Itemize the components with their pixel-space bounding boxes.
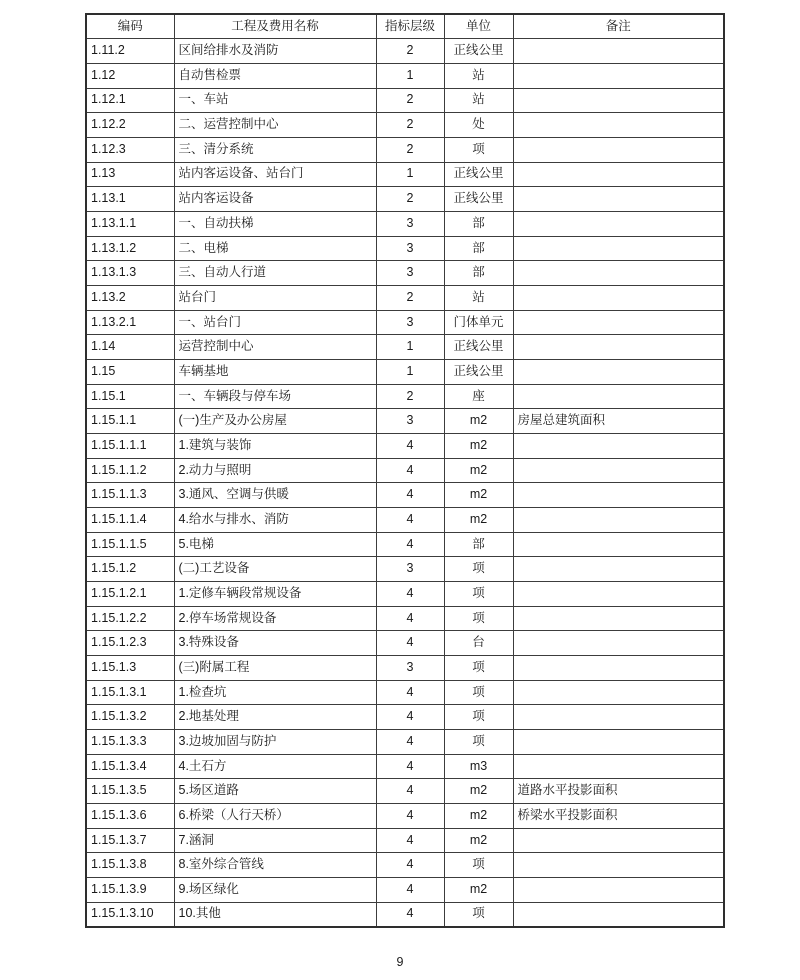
cell-unit: 正线公里 [444, 359, 513, 384]
cell-name: 车辆基地 [174, 359, 376, 384]
cell-unit: m2 [444, 409, 513, 434]
table-row [86, 729, 724, 754]
cell-unit: m3 [444, 754, 513, 779]
table-row [86, 631, 724, 656]
cell-code: 1.15.1.3.7 [86, 828, 174, 853]
cell-note [513, 285, 724, 310]
cell-level: 2 [376, 39, 444, 64]
cell-code: 1.13.1 [86, 187, 174, 212]
cell-name: 4.给水与排水、消防 [174, 507, 376, 532]
cell-name: 3.特殊设备 [174, 631, 376, 656]
cell-note [513, 581, 724, 606]
table-row [86, 63, 724, 88]
cell-code: 1.15.1.2.2 [86, 606, 174, 631]
cell-level: 3 [376, 236, 444, 261]
table-header-row [86, 14, 724, 39]
cell-note [513, 532, 724, 557]
cell-unit: 台 [444, 631, 513, 656]
cell-note [513, 606, 724, 631]
cell-note [513, 113, 724, 138]
cell-level: 4 [376, 631, 444, 656]
cell-level: 4 [376, 729, 444, 754]
cell-note [513, 828, 724, 853]
cell-level: 4 [376, 606, 444, 631]
cell-level: 4 [376, 878, 444, 903]
cell-code: 1.15.1.1 [86, 409, 174, 434]
table-row [86, 754, 724, 779]
column-header-level: 指标层级 [376, 14, 444, 39]
table-row [86, 137, 724, 162]
table-row [86, 39, 724, 64]
cell-code: 1.12.2 [86, 113, 174, 138]
page-number: 9 [396, 955, 404, 969]
cell-level: 4 [376, 483, 444, 508]
cell-unit: 项 [444, 680, 513, 705]
cell-unit: 站 [444, 285, 513, 310]
cell-level: 2 [376, 137, 444, 162]
cell-note [513, 433, 724, 458]
cell-name: 4.土石方 [174, 754, 376, 779]
cell-unit: 项 [444, 729, 513, 754]
cell-note [513, 137, 724, 162]
cell-code: 1.15.1.3.5 [86, 779, 174, 804]
table-row [86, 804, 724, 829]
table-row [86, 483, 724, 508]
cell-note [513, 384, 724, 409]
cell-note [513, 655, 724, 680]
cell-unit: 处 [444, 113, 513, 138]
cell-level: 3 [376, 211, 444, 236]
cell-name: 8.室外综合管线 [174, 853, 376, 878]
cell-level: 4 [376, 828, 444, 853]
indicator-table [85, 13, 725, 928]
cell-level: 4 [376, 902, 444, 927]
cell-name: 区间给排水及消防 [174, 39, 376, 64]
column-header-unit: 单位 [444, 14, 513, 39]
table-row [86, 359, 724, 384]
cell-unit: m2 [444, 878, 513, 903]
table-row [86, 853, 724, 878]
cell-unit: 项 [444, 655, 513, 680]
cell-level: 2 [376, 113, 444, 138]
column-header-name: 工程及费用名称 [174, 14, 376, 39]
cell-name: (三)附属工程 [174, 655, 376, 680]
table-row [86, 433, 724, 458]
table-row [86, 557, 724, 582]
cell-code: 1.15.1.2.1 [86, 581, 174, 606]
cell-note [513, 63, 724, 88]
cell-unit: 项 [444, 853, 513, 878]
cell-unit: 门体单元 [444, 310, 513, 335]
cell-level: 4 [376, 532, 444, 557]
column-header-code: 编码 [86, 14, 174, 39]
cell-name: (二)工艺设备 [174, 557, 376, 582]
cell-unit: 项 [444, 581, 513, 606]
cell-level: 4 [376, 581, 444, 606]
cell-name: 站内客运设备、站台门 [174, 162, 376, 187]
cell-code: 1.15.1.2 [86, 557, 174, 582]
cell-note [513, 88, 724, 113]
cell-level: 2 [376, 285, 444, 310]
cell-note [513, 705, 724, 730]
cell-note [513, 359, 724, 384]
cell-unit: 项 [444, 705, 513, 730]
table-row [86, 310, 724, 335]
cell-unit: 正线公里 [444, 335, 513, 360]
cell-code: 1.15.1.3.3 [86, 729, 174, 754]
cell-code: 1.15.1.1.3 [86, 483, 174, 508]
cell-unit: 项 [444, 137, 513, 162]
cell-name: 二、运营控制中心 [174, 113, 376, 138]
cell-note [513, 507, 724, 532]
cell-unit: 座 [444, 384, 513, 409]
cell-level: 4 [376, 507, 444, 532]
cell-code: 1.15.1 [86, 384, 174, 409]
cell-name: 运营控制中心 [174, 335, 376, 360]
cell-name: 一、自动扶梯 [174, 211, 376, 236]
cell-note [513, 211, 724, 236]
cell-name: 2.停车场常规设备 [174, 606, 376, 631]
cell-unit: m2 [444, 828, 513, 853]
cell-name: 三、自动人行道 [174, 261, 376, 286]
cell-unit: m2 [444, 458, 513, 483]
cell-level: 4 [376, 779, 444, 804]
cell-note [513, 310, 724, 335]
cell-level: 1 [376, 162, 444, 187]
cell-note [513, 754, 724, 779]
cell-unit: 正线公里 [444, 39, 513, 64]
cell-code: 1.15.1.3.8 [86, 853, 174, 878]
cell-name: 自动售检票 [174, 63, 376, 88]
cell-note [513, 483, 724, 508]
cell-note: 桥梁水平投影面积 [513, 804, 724, 829]
cell-note [513, 236, 724, 261]
table-row [86, 507, 724, 532]
table-row [86, 384, 724, 409]
column-header-note: 备注 [513, 14, 724, 39]
cell-level: 3 [376, 655, 444, 680]
table-row [86, 113, 724, 138]
cell-level: 4 [376, 458, 444, 483]
table-row [86, 211, 724, 236]
cell-unit: 部 [444, 532, 513, 557]
cell-unit: 部 [444, 261, 513, 286]
cell-code: 1.13.1.3 [86, 261, 174, 286]
cell-code: 1.14 [86, 335, 174, 360]
table-row [86, 606, 724, 631]
cell-note [513, 39, 724, 64]
cell-code: 1.13.1.1 [86, 211, 174, 236]
cell-note [513, 261, 724, 286]
cell-name: 1.定修车辆段常规设备 [174, 581, 376, 606]
cell-name: 1.检查坑 [174, 680, 376, 705]
cell-code: 1.11.2 [86, 39, 174, 64]
cell-unit: m2 [444, 433, 513, 458]
cell-unit: 部 [444, 211, 513, 236]
cell-unit: m2 [444, 804, 513, 829]
cell-level: 2 [376, 187, 444, 212]
table-row [86, 779, 724, 804]
cell-level: 3 [376, 409, 444, 434]
cell-code: 1.15.1.1.4 [86, 507, 174, 532]
cell-code: 1.15.1.1.1 [86, 433, 174, 458]
cell-name: 一、车辆段与停车场 [174, 384, 376, 409]
cell-level: 2 [376, 384, 444, 409]
cell-unit: 站 [444, 88, 513, 113]
cell-name: 2.地基处理 [174, 705, 376, 730]
cell-level: 1 [376, 63, 444, 88]
table-row [86, 187, 724, 212]
cell-code: 1.12 [86, 63, 174, 88]
cell-name: 站台门 [174, 285, 376, 310]
table-row [86, 162, 724, 187]
cell-code: 1.15.1.3.4 [86, 754, 174, 779]
table-row [86, 581, 724, 606]
cell-note [513, 162, 724, 187]
table-row [86, 532, 724, 557]
cell-note [513, 853, 724, 878]
cell-unit: m2 [444, 483, 513, 508]
table-row [86, 458, 724, 483]
table-row [86, 878, 724, 903]
table-row [86, 655, 724, 680]
cell-unit: 站 [444, 63, 513, 88]
cell-code: 1.15.1.3.10 [86, 902, 174, 927]
cell-name: 站内客运设备 [174, 187, 376, 212]
cell-code: 1.15.1.2.3 [86, 631, 174, 656]
cell-level: 4 [376, 705, 444, 730]
cell-name: 6.桥梁（人行天桥） [174, 804, 376, 829]
cell-name: 一、站台门 [174, 310, 376, 335]
table-row [86, 335, 724, 360]
cell-unit: 项 [444, 606, 513, 631]
cell-note [513, 557, 724, 582]
cell-code: 1.13.1.2 [86, 236, 174, 261]
cell-note [513, 187, 724, 212]
cell-name: 5.电梯 [174, 532, 376, 557]
cell-code: 1.15.1.1.2 [86, 458, 174, 483]
table-row [86, 680, 724, 705]
cell-unit: 项 [444, 902, 513, 927]
cell-code: 1.15.1.3 [86, 655, 174, 680]
cell-note: 房屋总建筑面积 [513, 409, 724, 434]
table-row [86, 285, 724, 310]
cell-unit: 项 [444, 557, 513, 582]
cell-level: 4 [376, 804, 444, 829]
table-row [86, 236, 724, 261]
cell-name: 2.动力与照明 [174, 458, 376, 483]
cell-code: 1.15 [86, 359, 174, 384]
cell-level: 4 [376, 680, 444, 705]
cell-name: 3.边坡加固与防护 [174, 729, 376, 754]
cell-name: 一、车站 [174, 88, 376, 113]
cell-unit: m2 [444, 779, 513, 804]
cell-code: 1.12.1 [86, 88, 174, 113]
cell-code: 1.13.2.1 [86, 310, 174, 335]
table-row [86, 409, 724, 434]
table-row [86, 88, 724, 113]
table-row [86, 705, 724, 730]
cell-note [513, 878, 724, 903]
cell-level: 1 [376, 359, 444, 384]
table-row [86, 902, 724, 927]
cell-note: 道路水平投影面积 [513, 779, 724, 804]
cell-code: 1.13 [86, 162, 174, 187]
cell-level: 3 [376, 310, 444, 335]
cell-code: 1.12.3 [86, 137, 174, 162]
cell-code: 1.15.1.3.1 [86, 680, 174, 705]
cell-name: 10.其他 [174, 902, 376, 927]
cell-level: 4 [376, 433, 444, 458]
cell-code: 1.15.1.3.2 [86, 705, 174, 730]
cell-name: 9.场区绿化 [174, 878, 376, 903]
cell-name: 5.场区道路 [174, 779, 376, 804]
table-row [86, 828, 724, 853]
cell-level: 2 [376, 88, 444, 113]
cell-code: 1.15.1.3.9 [86, 878, 174, 903]
cell-unit: 正线公里 [444, 187, 513, 212]
cell-unit: 部 [444, 236, 513, 261]
cell-level: 4 [376, 754, 444, 779]
cell-level: 4 [376, 853, 444, 878]
cell-note [513, 458, 724, 483]
cell-unit: m2 [444, 507, 513, 532]
cell-name: 二、电梯 [174, 236, 376, 261]
cell-name: (一)生产及办公房屋 [174, 409, 376, 434]
cell-name: 1.建筑与装饰 [174, 433, 376, 458]
cell-note [513, 335, 724, 360]
cell-level: 3 [376, 261, 444, 286]
cell-name: 三、清分系统 [174, 137, 376, 162]
cell-name: 3.通风、空调与供暖 [174, 483, 376, 508]
cell-code: 1.15.1.1.5 [86, 532, 174, 557]
cell-code: 1.13.2 [86, 285, 174, 310]
cell-level: 3 [376, 557, 444, 582]
cell-note [513, 902, 724, 927]
cell-note [513, 729, 724, 754]
cell-name: 7.涵洞 [174, 828, 376, 853]
cell-note [513, 631, 724, 656]
table-row [86, 261, 724, 286]
cell-level: 1 [376, 335, 444, 360]
cell-code: 1.15.1.3.6 [86, 804, 174, 829]
cell-unit: 正线公里 [444, 162, 513, 187]
cell-note [513, 680, 724, 705]
